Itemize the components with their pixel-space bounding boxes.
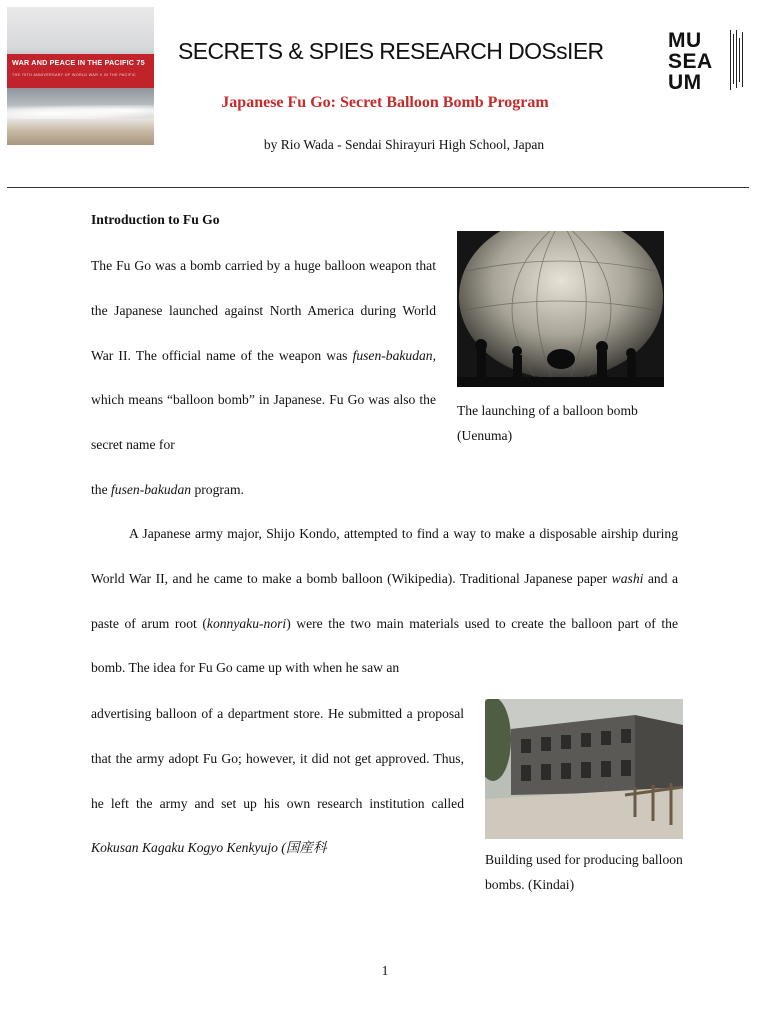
paragraph-text: the [91, 482, 112, 497]
italic-term: konnyaku-nori [206, 615, 287, 631]
section-heading: Introduction to Fu Go [91, 212, 220, 227]
paragraph-text: advertising balloon of a department store. He submitted a proposal that the army adopt Fu Go; however, it did not get approved. Thus, he left the army and set up his own research institution called [91, 706, 464, 811]
italic-term: Kokusan Kagaku Kogyo Kenkyujo (国産科 [91, 840, 327, 856]
italic-term: fusen-bakudan, [352, 347, 436, 363]
museum-logo [668, 30, 744, 92]
paragraph-intro-continued [91, 468, 436, 513]
logo-line-1: MU [668, 29, 702, 52]
factory-building-illustration [485, 699, 683, 839]
figure-caption-building: Building used for producing balloon bombs. (Kindai) [485, 852, 683, 892]
balloon-launch-illustration [457, 231, 664, 387]
italic-term: washi [611, 570, 644, 586]
paragraph-text: The Fu Go was a bomb carried by a huge balloon weapon that the Japanese launched against North America during World War II. The official name of the weapon was [91, 258, 436, 363]
header-divider [7, 187, 749, 188]
document-subtitle: Japanese Fu Go: Secret Balloon Bomb Program [221, 94, 549, 111]
figure-caption-launch: The launching of a balloon bomb (Uenuma) [457, 403, 638, 443]
paragraph-text: which means “balloon bomb” in Japanese. Fu Go was also the secret name for [91, 392, 436, 453]
author-byline: by Rio Wada - Sendai Shirayuri High School, Japan [263, 137, 545, 152]
paragraph-text: A Japanese army major, Shijo Kondo, attempted to find a way to make a disposable airship during World War II, and he came to make a bomb balloon (Wikipedia). Traditional Japanese paper [91, 526, 678, 586]
logo-line-3: UM [668, 71, 702, 94]
paragraph-text: program. [191, 482, 244, 497]
cover-title-band [7, 54, 154, 88]
page-number: 1 [381, 963, 389, 978]
paragraph-text: and a paste of arum root ( [91, 570, 678, 631]
document-title: SECRETS & SPIES RESEARCH DOSsIER [178, 38, 604, 64]
paragraph-text: ) were the two main materials used to create the balloon part of the bomb. The idea for Fu Go came up with when he saw an [91, 615, 678, 676]
cover-subtitle: THE 75TH ANNIVERSARY OF WORLD WAR II IN THE PACIFIC [12, 73, 137, 77]
paragraph-institution [91, 692, 464, 871]
logo-line-2: SEA [668, 50, 713, 73]
paragraph-history [91, 512, 678, 691]
cover-title: WAR AND PEACE IN THE PACIFIC 75 [12, 58, 145, 67]
paragraph-intro [91, 244, 436, 468]
balloon-launch-photo [457, 231, 664, 387]
logo-vertical-text-mark [729, 30, 743, 92]
italic-term: fusen-bakudan [111, 482, 192, 497]
cover-image [7, 7, 154, 145]
factory-building-photo [485, 699, 683, 839]
